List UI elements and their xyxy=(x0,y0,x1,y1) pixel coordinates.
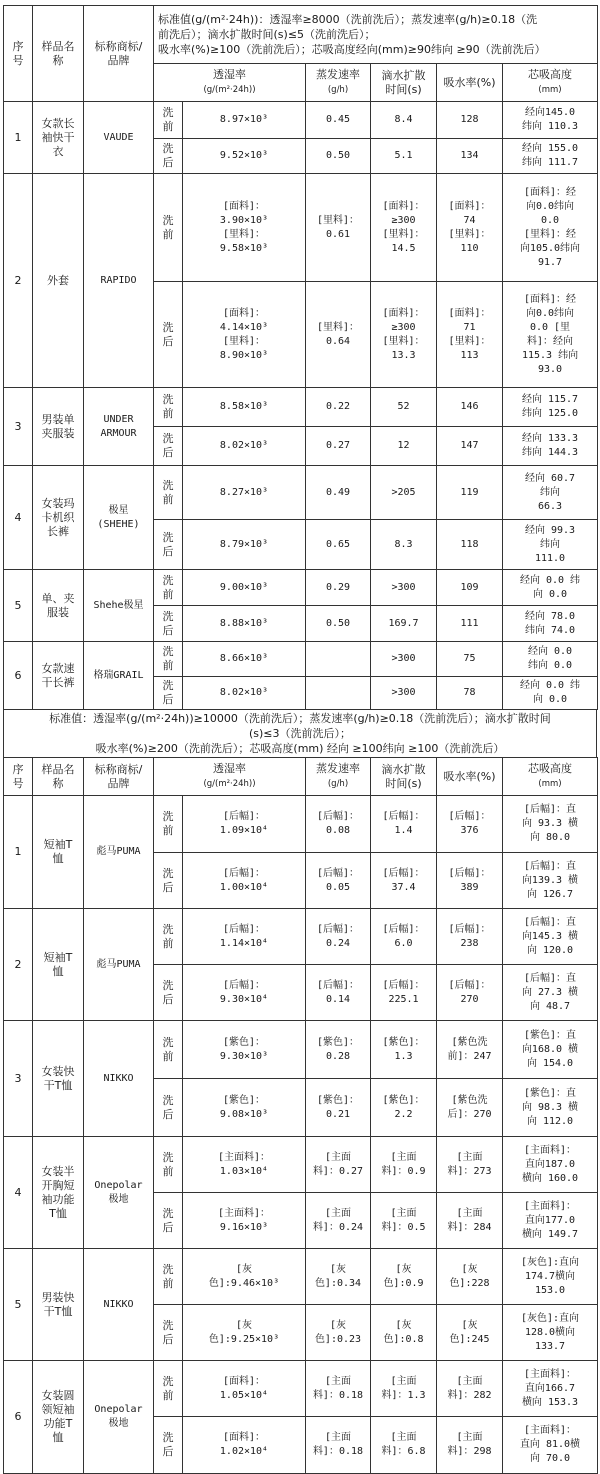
sample-name: 女装玛 卡机织 长裤 xyxy=(33,466,84,570)
header-mvtr xyxy=(154,64,306,102)
evaporation-value: 0.50 xyxy=(306,139,371,174)
mvtr-value: 8.79×10³ xyxy=(183,520,306,570)
drip-time-value: [后幅]： 225.1 xyxy=(371,965,437,1021)
wash-state: 洗 后 xyxy=(154,1079,183,1137)
wicking-value: [后幅]：直 向 27.3 横 向 48.7 xyxy=(503,965,598,1021)
evaporation-value: 0.27 xyxy=(306,427,371,466)
wash-state: 洗 前 xyxy=(154,102,183,139)
wicking-value: [紫色]：直 向168.0 横 向 154.0 xyxy=(503,1021,598,1079)
header-evaporation-unit: (g/h) xyxy=(327,85,349,95)
header-sample-name: 样品名 称 xyxy=(33,6,84,102)
header-mvtr-unit: (g/(m²·24h)) xyxy=(203,85,256,95)
drip-time-value: 52 xyxy=(371,388,437,427)
header-wicking-unit: (mm) xyxy=(538,85,562,95)
drip-time-value: [后幅]： 37.4 xyxy=(371,853,437,909)
sample-name: 短袖T 恤 xyxy=(33,796,84,909)
evaporation-value: [灰 色]:0.23 xyxy=(306,1305,371,1361)
wicking-value: [面料]：经 向0.0纬向 0.0 [里 料]：经向 115.3 纬向 93.0 xyxy=(503,282,598,388)
header-absorption-label: 吸水率(%) xyxy=(443,769,496,783)
drip-time-value: >205 xyxy=(371,466,437,520)
wash-state: 洗 后 xyxy=(154,965,183,1021)
mvtr-value: 9.52×10³ xyxy=(183,139,306,174)
table-row xyxy=(4,102,598,139)
header-brand-label: 标称商标/ 品牌 xyxy=(94,762,143,790)
sample-name: 男装单 夹服装 xyxy=(33,388,84,466)
drip-time-value: [主面 料]：0.9 xyxy=(371,1137,437,1193)
absorption-value: 78 xyxy=(437,677,503,710)
absorption-value: [主面 料]：298 xyxy=(437,1417,503,1474)
wicking-value: 经向 155.0 纬向 111.7 xyxy=(503,139,598,174)
brand-name: VAUDE xyxy=(84,102,154,174)
drip-time-value: 12 xyxy=(371,427,437,466)
sample-name: 女款速 干长裤 xyxy=(33,642,84,710)
absorption-value: [面料]： 74 [里料]： 110 xyxy=(437,174,503,282)
wash-state: 洗 后 xyxy=(154,606,183,642)
header-drip-time xyxy=(371,64,437,102)
evaporation-value: 0.50 xyxy=(306,606,371,642)
wash-state: 洗 前 xyxy=(154,642,183,677)
standard-note-2: 标准值：透湿率(g/(m²·24h))≥10000（洗前洗后）；蒸发速率(g/h)≥0.18（洗前洗后）；滴水扩散时间 (s)≤3（洗前洗后）； 吸水率(%)≥200（洗前洗后）；芯吸高度(mm) 经向 ≥100纬向 ≥100（洗前洗后） xyxy=(3,710,597,757)
mvtr-value: [后幅]： 1.14×10⁴ xyxy=(183,909,306,965)
mvtr-value: [后幅]： 9.30×10⁴ xyxy=(183,965,306,1021)
absorption-value: 118 xyxy=(437,520,503,570)
header-evaporation xyxy=(306,64,371,102)
row-number: 2 xyxy=(4,909,33,1021)
wicking-value: 经向 133.3 纬向 144.3 xyxy=(503,427,598,466)
evaporation-value: [主面 料]：0.27 xyxy=(306,1137,371,1193)
wicking-value: [紫色]：直 向 98.3 横 向 112.0 xyxy=(503,1079,598,1137)
wash-state: 洗 前 xyxy=(154,570,183,606)
row-number: 5 xyxy=(4,1249,33,1361)
wash-state: 洗 前 xyxy=(154,1021,183,1079)
row-number: 4 xyxy=(4,1137,33,1249)
absorption-value: 128 xyxy=(437,102,503,139)
wicking-value: [面料]：经 向0.0纬向 0.0 [里料]：经 向105.0纬向 91.7 xyxy=(503,174,598,282)
wash-state: 洗 后 xyxy=(154,1193,183,1249)
wicking-value: [灰色]:直向 174.7横向 153.0 xyxy=(503,1249,598,1305)
drip-time-value: [灰 色]:0.8 xyxy=(371,1305,437,1361)
brand-name: Onepolar 极地 xyxy=(84,1137,154,1249)
header-absorption-label: 吸水率(%) xyxy=(443,75,496,89)
drip-time-value: [紫色]： 2.2 xyxy=(371,1079,437,1137)
absorption-value: 111 xyxy=(437,606,503,642)
absorption-value: [后幅]： 376 xyxy=(437,796,503,853)
wash-state: 洗 前 xyxy=(154,796,183,853)
drip-time-value: >300 xyxy=(371,677,437,710)
wash-state: 洗 前 xyxy=(154,1249,183,1305)
header-brand: 标称商标/ 品牌 xyxy=(84,6,154,102)
header-seq xyxy=(4,758,33,796)
absorption-value: [后幅]： 270 xyxy=(437,965,503,1021)
wicking-value: [主面料]： 直向166.7 横向 153.3 xyxy=(503,1361,598,1417)
brand-name: 格瑞GRAIL xyxy=(84,642,154,710)
header-evaporation-label: 蒸发速率 xyxy=(316,68,360,81)
table-row xyxy=(4,909,598,965)
evaporation-value: [主面 料]：0.24 xyxy=(306,1193,371,1249)
drip-time-value: [面料]： ≥300 [里料]： 14.5 xyxy=(371,174,437,282)
drip-time-value: [灰 色]:0.9 xyxy=(371,1249,437,1305)
wicking-value: [后幅]：直 向139.3 横 向 126.7 xyxy=(503,853,598,909)
header-wicking-label: 芯吸高度 xyxy=(528,68,573,81)
header-drip-time xyxy=(371,758,437,796)
mvtr-value: [主面料]： 1.03×10⁴ xyxy=(183,1137,306,1193)
evaporation-value: [里料]： 0.61 xyxy=(306,174,371,282)
wicking-value: [主面料]： 直向187.0 横向 160.0 xyxy=(503,1137,598,1193)
evaporation-value: [灰 色]:0.34 xyxy=(306,1249,371,1305)
header-mvtr-unit: (g/(m²·24h)) xyxy=(203,779,256,789)
sample-name: 女装圆 领短袖 功能T 恤 xyxy=(33,1361,84,1474)
mvtr-value: [面料]： 3.90×10³ [里料]： 9.58×10³ xyxy=(183,174,306,282)
table-row xyxy=(4,642,598,677)
brand-name: 彪马PUMA xyxy=(84,796,154,909)
wash-state: 洗 后 xyxy=(154,282,183,388)
sample-name: 女装快 干T恤 xyxy=(33,1021,84,1137)
drip-time-value: [后幅]： 6.0 xyxy=(371,909,437,965)
row-number: 4 xyxy=(4,466,33,570)
header-sample-name-label: 样品名 称 xyxy=(41,762,75,790)
row-number: 1 xyxy=(4,796,33,909)
header-absorption xyxy=(437,64,503,102)
mvtr-value: [主面料]： 9.16×10³ xyxy=(183,1193,306,1249)
evaporation-value: [后幅]： 0.24 xyxy=(306,909,371,965)
absorption-value: 119 xyxy=(437,466,503,520)
standard-note-1: 标准值(g/(m²·24h))：透湿率≥8000（洗前洗后）；蒸发速率(g/h)≥0.18（洗 前洗后）；滴水扩散时间(s)≤5（洗前洗后）； 吸水率(%)≥100（洗前洗后）；芯吸高度经向(mm)≥90纬向 ≥90（洗前洗后） xyxy=(154,6,598,64)
absorption-value: [主面 料]：282 xyxy=(437,1361,503,1417)
evaporation-value: 0.45 xyxy=(306,102,371,139)
evaporation-value xyxy=(306,677,371,710)
header-absorption xyxy=(437,758,503,796)
header-drip-time-label: 滴水扩散 时间(s) xyxy=(381,68,426,96)
absorption-value: [后幅]： 389 xyxy=(437,853,503,909)
drip-time-value: [主面 料]：0.5 xyxy=(371,1193,437,1249)
row-number: 2 xyxy=(4,174,33,388)
drip-time-value: [主面 料]：1.3 xyxy=(371,1361,437,1417)
wash-state: 洗 后 xyxy=(154,1417,183,1474)
mvtr-value: 8.88×10³ xyxy=(183,606,306,642)
wicking-value: [主面料]： 直向 81.0横 向 70.0 xyxy=(503,1417,598,1474)
drip-time-value: 8.4 xyxy=(371,102,437,139)
header-brand xyxy=(84,758,154,796)
wicking-value: [后幅]：直 向 93.3 横 向 80.0 xyxy=(503,796,598,853)
wash-state: 洗 前 xyxy=(154,909,183,965)
wash-state: 洗 前 xyxy=(154,466,183,520)
wash-state: 洗 前 xyxy=(154,1137,183,1193)
wash-state: 洗 前 xyxy=(154,1361,183,1417)
mvtr-value: [紫色]： 9.30×10³ xyxy=(183,1021,306,1079)
wicking-value: 经向 60.7 纬向 66.3 xyxy=(503,466,598,520)
row-number: 6 xyxy=(4,642,33,710)
wicking-value: 经向 0.0 纬向 0.0 xyxy=(503,642,598,677)
mvtr-value: [面料]： 4.14×10³ [里料]： 8.90×10³ xyxy=(183,282,306,388)
mvtr-value: [后幅]： 1.09×10⁴ xyxy=(183,796,306,853)
mvtr-value: [面料]： 1.02×10⁴ xyxy=(183,1417,306,1474)
wicking-value: 经向145.0 纬向 110.3 xyxy=(503,102,598,139)
header-wicking xyxy=(503,758,598,796)
brand-name: RAPIDO xyxy=(84,174,154,388)
wicking-value: 经向 115.7 纬向 125.0 xyxy=(503,388,598,427)
brand-name: Onepolar 极地 xyxy=(84,1361,154,1474)
header-mvtr xyxy=(154,758,306,796)
mvtr-value: 9.00×10³ xyxy=(183,570,306,606)
mvtr-value: [紫色]： 9.08×10³ xyxy=(183,1079,306,1137)
header-mvtr-label: 透湿率 xyxy=(213,68,246,81)
wicking-value: 经向 78.0 纬向 74.0 xyxy=(503,606,598,642)
document xyxy=(3,5,597,1474)
mvtr-value: 8.02×10³ xyxy=(183,677,306,710)
header-sample-name xyxy=(33,758,84,796)
mvtr-value: [灰 色]:9.25×10³ xyxy=(183,1305,306,1361)
evaporation-value: [主面 料]：0.18 xyxy=(306,1361,371,1417)
evaporation-value: [后幅]： 0.08 xyxy=(306,796,371,853)
absorption-value: [面料]： 71 [里料]： 113 xyxy=(437,282,503,388)
evaporation-value xyxy=(306,642,371,677)
brand-name: NIKKO xyxy=(84,1021,154,1137)
absorption-value: [灰 色]:228 xyxy=(437,1249,503,1305)
absorption-value: 134 xyxy=(437,139,503,174)
wicking-value: 经向 0.0 纬 向 0.0 xyxy=(503,570,598,606)
header-evaporation xyxy=(306,758,371,796)
absorption-value: 146 xyxy=(437,388,503,427)
absorption-value: [主面 料]：273 xyxy=(437,1137,503,1193)
brand-name: UNDER ARMOUR xyxy=(84,388,154,466)
evaporation-value: 0.49 xyxy=(306,466,371,520)
table-row xyxy=(4,1137,598,1193)
table-row xyxy=(4,570,598,606)
sample-name: 男装快 干T恤 xyxy=(33,1249,84,1361)
absorption-value: 109 xyxy=(437,570,503,606)
sample-name: 单、夹 服装 xyxy=(33,570,84,642)
absorption-value: [紫色洗 前]：247 xyxy=(437,1021,503,1079)
results-table-2 xyxy=(3,757,598,1474)
wash-state: 洗 后 xyxy=(154,1305,183,1361)
absorption-value: [紫色洗 后]：270 xyxy=(437,1079,503,1137)
evaporation-value: [里料]： 0.64 xyxy=(306,282,371,388)
wash-state: 洗 前 xyxy=(154,388,183,427)
drip-time-value: 8.3 xyxy=(371,520,437,570)
drip-time-value: 5.1 xyxy=(371,139,437,174)
drip-time-value: [面料]： ≥300 [里料]： 13.3 xyxy=(371,282,437,388)
evaporation-value: 0.65 xyxy=(306,520,371,570)
mvtr-value: 8.27×10³ xyxy=(183,466,306,520)
absorption-value: [后幅]： 238 xyxy=(437,909,503,965)
row-number: 3 xyxy=(4,388,33,466)
evaporation-value: [后幅]： 0.05 xyxy=(306,853,371,909)
table-row xyxy=(4,796,598,853)
wicking-value: [主面料]： 直向177.0 横向 149.7 xyxy=(503,1193,598,1249)
results-table-1 xyxy=(3,5,598,710)
mvtr-value: 8.02×10³ xyxy=(183,427,306,466)
table-row xyxy=(4,1361,598,1417)
mvtr-value: 8.66×10³ xyxy=(183,642,306,677)
row-number: 6 xyxy=(4,1361,33,1474)
drip-time-value: 169.7 xyxy=(371,606,437,642)
evaporation-value: [后幅]： 0.14 xyxy=(306,965,371,1021)
wash-state: 洗 后 xyxy=(154,139,183,174)
evaporation-value: [紫色]： 0.28 xyxy=(306,1021,371,1079)
wash-state: 洗 前 xyxy=(154,174,183,282)
mvtr-value: [后幅]： 1.00×10⁴ xyxy=(183,853,306,909)
drip-time-value: >300 xyxy=(371,570,437,606)
row-number: 3 xyxy=(4,1021,33,1137)
header-mvtr-label: 透湿率 xyxy=(213,762,246,775)
drip-time-value: [后幅]： 1.4 xyxy=(371,796,437,853)
header-seq: 序 号 xyxy=(4,6,33,102)
wicking-value: [后幅]：直 向145.3 横 向 120.0 xyxy=(503,909,598,965)
table-row xyxy=(4,1249,598,1305)
wash-state: 洗 后 xyxy=(154,677,183,710)
mvtr-value: 8.97×10³ xyxy=(183,102,306,139)
evaporation-value: [紫色]： 0.21 xyxy=(306,1079,371,1137)
brand-name: 彪马PUMA xyxy=(84,909,154,1021)
brand-name: NIKKO xyxy=(84,1249,154,1361)
wash-state: 洗 后 xyxy=(154,520,183,570)
absorption-value: 75 xyxy=(437,642,503,677)
sample-name: 女装半 开胸短 袖功能 T恤 xyxy=(33,1137,84,1249)
brand-name: 极星 (SHEHE) xyxy=(84,466,154,570)
table-row xyxy=(4,466,598,520)
header-wicking-label: 芯吸高度 xyxy=(528,762,572,775)
header-drip-time-label: 滴水扩散 时间(s) xyxy=(381,762,426,790)
header-wicking-unit: (mm) xyxy=(538,779,562,789)
wicking-value: [灰色]:直向 128.0横向 133.7 xyxy=(503,1305,598,1361)
absorption-value: [灰 色]:245 xyxy=(437,1305,503,1361)
absorption-value: 147 xyxy=(437,427,503,466)
sample-name: 短袖T 恤 xyxy=(33,909,84,1021)
mvtr-value: [面料]： 1.05×10⁴ xyxy=(183,1361,306,1417)
wicking-value: 经向 0.0 纬 向 0.0 xyxy=(503,677,598,710)
drip-time-value: [紫色]： 1.3 xyxy=(371,1021,437,1079)
table-row xyxy=(4,388,598,427)
drip-time-value: >300 xyxy=(371,642,437,677)
header-evaporation-unit: (g/h) xyxy=(327,779,349,789)
mvtr-value: [灰 色]:9.46×10³ xyxy=(183,1249,306,1305)
wash-state: 洗 后 xyxy=(154,853,183,909)
table-row xyxy=(4,174,598,282)
sample-name: 外套 xyxy=(33,174,84,388)
evaporation-value: 0.22 xyxy=(306,388,371,427)
sample-name: 女款长 袖快干 衣 xyxy=(33,102,84,174)
brand-name: Shehe极星 xyxy=(84,570,154,642)
table-row xyxy=(4,1021,598,1079)
mvtr-value: 8.58×10³ xyxy=(183,388,306,427)
evaporation-value: 0.29 xyxy=(306,570,371,606)
row-number: 1 xyxy=(4,102,33,174)
evaporation-value: [主面 料]：0.18 xyxy=(306,1417,371,1474)
header-evaporation-label: 蒸发速率 xyxy=(316,762,360,775)
header-wicking xyxy=(503,64,598,102)
row-number: 5 xyxy=(4,570,33,642)
header-seq-label: 序 号 xyxy=(12,762,24,790)
drip-time-value: [主面 料]：6.8 xyxy=(371,1417,437,1474)
wash-state: 洗 后 xyxy=(154,427,183,466)
absorption-value: [主面 料]：284 xyxy=(437,1193,503,1249)
wicking-value: 经向 99.3 纬向 111.0 xyxy=(503,520,598,570)
